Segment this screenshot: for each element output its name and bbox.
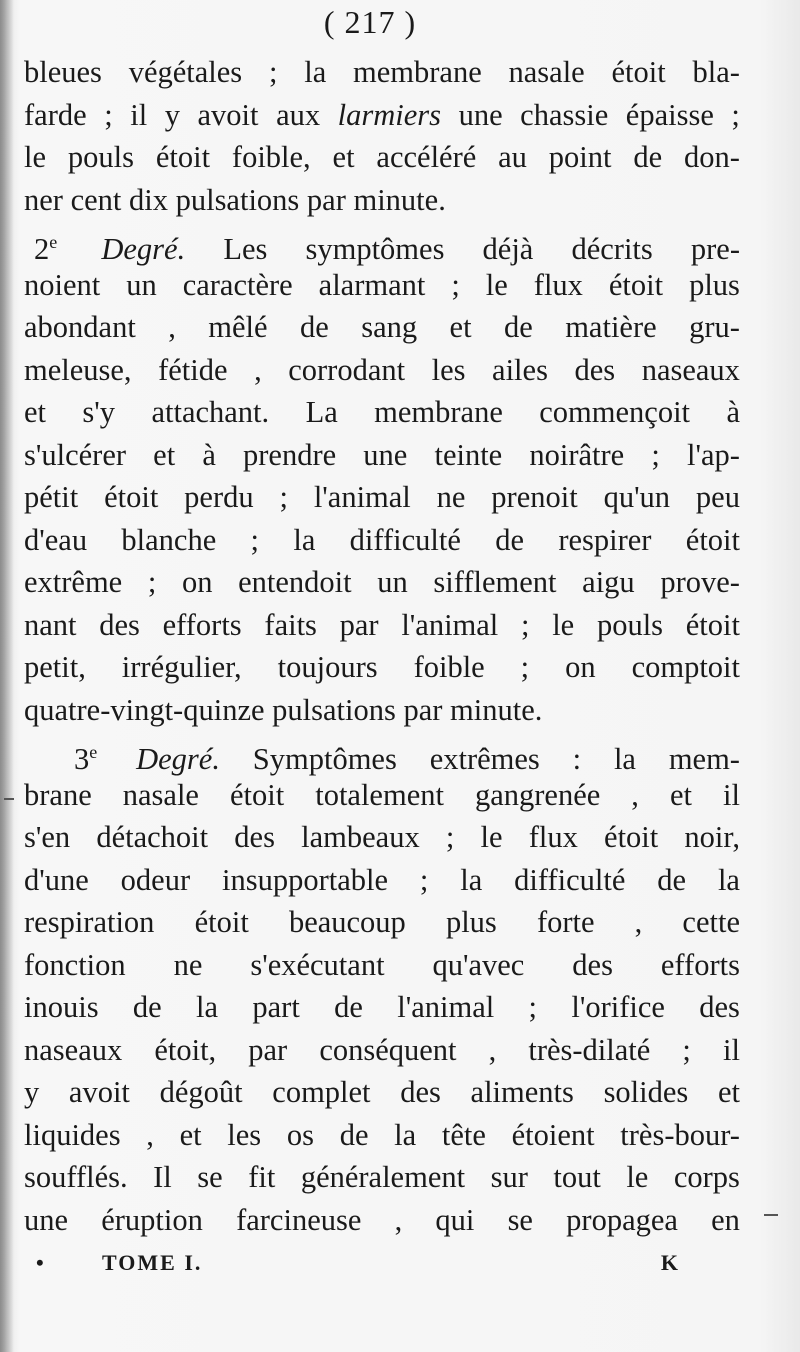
- word: de: [633, 140, 663, 174]
- word: de: [299, 310, 329, 344]
- word: prenoit: [491, 480, 578, 514]
- word: accéléré: [376, 140, 477, 174]
- word: étoit: [685, 522, 740, 557]
- word: petit,: [24, 650, 86, 684]
- word: odeur: [120, 862, 191, 897]
- word: ne: [173, 947, 203, 982]
- word: ;: [147, 565, 157, 599]
- word: une: [363, 437, 408, 472]
- word: liquides: [24, 1117, 121, 1152]
- word: toujours: [277, 650, 378, 684]
- word: dégoût: [159, 1075, 243, 1109]
- word: nasale: [508, 55, 585, 89]
- word: matière: [565, 310, 657, 344]
- text-line: [24, 1114, 740, 1157]
- word: ,: [631, 777, 639, 812]
- word: bla-: [692, 55, 740, 89]
- word: végétales: [128, 55, 243, 89]
- word: décrits: [571, 232, 653, 267]
- word: ;: [528, 990, 538, 1024]
- word: la: [460, 862, 483, 897]
- word: la: [613, 742, 636, 777]
- word: Degré.: [136, 742, 220, 777]
- footer-mark: •: [36, 1250, 46, 1275]
- word: insupportable: [222, 862, 389, 897]
- word: don-: [684, 140, 740, 174]
- word: d'une: [24, 862, 89, 897]
- word: peu: [695, 480, 740, 514]
- text-line: [24, 434, 740, 477]
- word: et: [179, 1117, 202, 1152]
- word: ;: [250, 522, 260, 557]
- word: membrane: [374, 395, 503, 429]
- word: et: [717, 1075, 740, 1109]
- text-line: [24, 901, 740, 944]
- word: faits: [264, 607, 317, 642]
- word: par: [248, 1032, 288, 1067]
- word: ;: [268, 55, 278, 89]
- word: fit: [248, 1160, 276, 1194]
- word: ;: [521, 607, 530, 642]
- word: ;: [731, 97, 740, 132]
- word: tête: [441, 1117, 486, 1152]
- footer-signature: K: [660, 1250, 680, 1275]
- word: complet: [272, 1075, 371, 1109]
- word: os: [286, 1117, 314, 1152]
- word: foible: [413, 650, 485, 684]
- word: le: [24, 140, 47, 174]
- word: le: [552, 607, 575, 642]
- word: ;: [651, 437, 660, 472]
- word: d'eau: [24, 522, 88, 557]
- word: prove-: [660, 565, 740, 599]
- word: bleues: [24, 55, 102, 89]
- word: de: [334, 990, 363, 1024]
- word: la: [717, 862, 740, 897]
- word: le: [480, 820, 503, 854]
- word: de: [339, 1117, 369, 1152]
- word: l'animal: [397, 990, 495, 1024]
- word: étoit: [611, 55, 666, 89]
- word: totalement: [315, 777, 444, 812]
- word: naseaux: [24, 1032, 123, 1067]
- word: et: [332, 140, 355, 174]
- word: membrane: [353, 55, 482, 89]
- word: ailes: [492, 352, 548, 387]
- word: flux: [528, 820, 578, 854]
- word: la: [304, 55, 327, 89]
- word: aigu: [582, 565, 635, 599]
- word: noient: [24, 267, 101, 302]
- word: des: [572, 947, 613, 982]
- text-line: [24, 221, 740, 267]
- word: s'y: [82, 395, 116, 429]
- word: ,: [394, 1202, 403, 1237]
- word: des: [99, 607, 140, 642]
- word: éruption: [101, 1202, 203, 1237]
- word: forte: [536, 905, 595, 939]
- text-line: [24, 519, 740, 562]
- word: ,: [488, 1032, 497, 1067]
- word: déjà: [482, 232, 534, 267]
- word: épaisse: [625, 97, 714, 132]
- word: aux: [276, 97, 321, 132]
- word: respirer: [558, 522, 652, 557]
- word: soufflés.: [24, 1160, 128, 1194]
- word: qui: [435, 1202, 475, 1237]
- word: avoit: [197, 97, 259, 132]
- word: prendre: [243, 437, 337, 472]
- word: extrême: [24, 565, 123, 599]
- text-line: [24, 816, 740, 859]
- word: se: [197, 1160, 223, 1194]
- word: très-bour-: [620, 1117, 740, 1152]
- word: généralement: [300, 1160, 466, 1194]
- word: beaucoup: [288, 905, 406, 939]
- word: avoit: [68, 1075, 130, 1109]
- word: qu'un: [603, 480, 671, 514]
- word: gangrenée: [474, 777, 601, 812]
- word: noir,: [684, 820, 740, 854]
- text-line: [24, 731, 740, 777]
- word: plus: [689, 267, 740, 302]
- word: et: [669, 777, 692, 812]
- word: l'animal: [313, 480, 411, 514]
- margin-dash-right: [764, 1214, 778, 1216]
- text-line: [24, 1199, 740, 1242]
- word: gru-: [689, 310, 740, 344]
- word: étoient: [511, 1117, 595, 1152]
- word: ;: [520, 650, 530, 684]
- gutter-shadow: [0, 0, 14, 1352]
- word: naseaux: [641, 352, 740, 387]
- word: étoit: [685, 607, 740, 642]
- word: comptoit: [631, 650, 740, 684]
- word: sur: [490, 1160, 528, 1194]
- text-line: [24, 1071, 740, 1114]
- word: irrégulier,: [121, 650, 242, 684]
- word: pouls: [67, 140, 134, 174]
- text-line: [24, 136, 740, 179]
- text-line: [24, 51, 740, 94]
- word: à: [726, 395, 740, 429]
- word: y: [24, 1075, 40, 1109]
- word: point: [548, 140, 612, 174]
- text-line: [24, 646, 740, 689]
- word: Degré.: [101, 232, 186, 267]
- word: qu'avec: [432, 947, 525, 982]
- word: des: [400, 1075, 441, 1109]
- text-line: [24, 604, 740, 647]
- word: et: [24, 395, 47, 429]
- word: blanche: [121, 522, 217, 557]
- word: l'orifice: [571, 990, 665, 1024]
- word: la: [293, 522, 316, 557]
- text-line: [24, 561, 740, 604]
- word: noirâtre: [529, 437, 625, 472]
- word: ;: [451, 267, 460, 302]
- text-line: [24, 264, 740, 307]
- word: meleuse,: [24, 352, 132, 387]
- word: plus: [445, 905, 497, 939]
- word: ;: [682, 1032, 691, 1067]
- word: des: [699, 990, 740, 1024]
- word: se: [507, 1202, 533, 1237]
- word: un: [126, 267, 157, 302]
- word: flux: [533, 267, 583, 302]
- word: fonction: [24, 947, 126, 982]
- word: il: [722, 1032, 740, 1067]
- word: des: [234, 820, 275, 854]
- body-text: [24, 51, 740, 1241]
- word: mem-: [668, 742, 740, 777]
- word: de: [657, 862, 687, 897]
- word: ,: [254, 352, 262, 387]
- word: un: [377, 565, 408, 599]
- word: perdu: [184, 480, 254, 514]
- word: il: [130, 97, 148, 132]
- text-line: [24, 944, 740, 987]
- word: à: [202, 437, 216, 472]
- word: pouls: [596, 607, 664, 642]
- margin-dash-left: [4, 798, 14, 800]
- word: La: [305, 395, 338, 429]
- word: entendoit: [238, 565, 352, 599]
- word: attachant.: [151, 395, 270, 429]
- word: l'animal: [401, 607, 499, 642]
- word: y: [164, 97, 180, 132]
- page-footer: [36, 1248, 740, 1284]
- word: sang: [361, 310, 418, 344]
- word: étoit: [608, 267, 664, 302]
- word: et: [153, 437, 176, 472]
- word: difficulté: [349, 522, 461, 557]
- word: farde: [24, 97, 87, 132]
- word: ,: [146, 1117, 154, 1152]
- word: cette: [682, 905, 740, 939]
- word: Il: [153, 1160, 172, 1194]
- text-line: [24, 391, 740, 434]
- word: très-dilaté: [528, 1032, 651, 1067]
- word: s'exécutant: [250, 947, 385, 982]
- word: nant: [24, 607, 77, 642]
- word: ;: [279, 480, 288, 514]
- word: le: [485, 267, 508, 302]
- word: étoit: [229, 777, 285, 812]
- word: par: [339, 607, 379, 642]
- word: conséquent: [319, 1032, 457, 1067]
- word: extrêmes: [429, 742, 540, 777]
- word: au: [498, 140, 527, 174]
- word: Les: [223, 232, 268, 267]
- word: ;: [445, 820, 455, 854]
- word: on: [181, 565, 213, 599]
- word: ,: [168, 310, 176, 344]
- text-line: [24, 476, 740, 519]
- word: solides: [603, 1075, 689, 1109]
- word: Symptômes: [252, 742, 397, 777]
- text-line: [24, 306, 740, 349]
- word: des: [574, 352, 616, 387]
- word: chassie: [520, 97, 609, 132]
- word: efforts: [162, 607, 242, 642]
- word: étoit: [604, 820, 659, 854]
- text-line: [24, 1156, 740, 1199]
- text-line: [24, 689, 740, 732]
- page-number: ( 217 ): [323, 4, 417, 40]
- word: caractère: [182, 267, 293, 302]
- word: s'en: [24, 820, 71, 854]
- word: de: [503, 310, 533, 344]
- word: 3e: [74, 742, 98, 777]
- word: sifflement: [433, 565, 557, 599]
- word: on: [565, 650, 596, 684]
- word: détachoit: [96, 820, 209, 854]
- word: une: [458, 97, 503, 132]
- word: étoit,: [154, 1032, 217, 1067]
- word: nasale: [122, 777, 199, 812]
- word: tout: [553, 1160, 601, 1194]
- word: de: [132, 990, 162, 1024]
- word: le: [626, 1160, 649, 1194]
- word: inouis: [24, 990, 99, 1024]
- word: part: [252, 990, 300, 1024]
- word: ne: [436, 480, 466, 514]
- word: brane: [24, 777, 92, 812]
- text-line: [24, 94, 740, 137]
- word: alarmant: [318, 267, 426, 302]
- footer-tome: TOME I.: [102, 1250, 203, 1275]
- word: larmiers: [337, 97, 442, 132]
- word: difficulté: [514, 862, 626, 897]
- word: les: [431, 352, 466, 387]
- text-line: [24, 859, 740, 902]
- word: corps: [673, 1160, 740, 1194]
- word: il: [722, 777, 740, 812]
- text-line: [24, 774, 740, 817]
- word: l'ap-: [686, 437, 740, 472]
- word: ;: [104, 97, 113, 132]
- word: ,: [634, 905, 643, 939]
- word: corrodant: [288, 352, 406, 387]
- word: étoit: [155, 140, 211, 174]
- word: une: [24, 1202, 69, 1237]
- word: pre-: [690, 232, 740, 267]
- word: :: [572, 742, 582, 777]
- text-line: [24, 349, 740, 392]
- text-line: [24, 1029, 740, 1072]
- word: farcineuse: [236, 1202, 362, 1237]
- word: ner cent dix pulsations par minute.: [24, 182, 446, 217]
- word: fétide: [158, 352, 228, 387]
- word: étoit: [104, 480, 159, 514]
- word: quatre-vingt-quinze pulsations par minute.: [24, 692, 543, 727]
- word: et: [449, 310, 472, 344]
- word: la: [196, 990, 219, 1024]
- word: teinte: [434, 437, 503, 472]
- word: respiration: [24, 905, 155, 939]
- word: efforts: [660, 947, 740, 982]
- word: lambeaux: [301, 820, 420, 854]
- word: 2e: [34, 232, 58, 267]
- word: s'ulcérer: [24, 437, 127, 472]
- word: pétit: [24, 480, 79, 514]
- word: ;: [419, 862, 429, 897]
- word: foible,: [231, 140, 311, 174]
- text-line: [24, 986, 740, 1029]
- word: la: [394, 1117, 417, 1152]
- word: étoit: [194, 905, 249, 939]
- word: symptômes: [305, 232, 445, 267]
- word: en: [711, 1202, 740, 1237]
- text-line: [24, 179, 740, 222]
- word: de: [495, 522, 525, 557]
- word: les: [227, 1117, 262, 1152]
- word: commençoit: [539, 395, 691, 429]
- word: propagea: [566, 1202, 678, 1237]
- word: aliments: [470, 1075, 574, 1109]
- word: mêlé: [208, 310, 268, 344]
- word: abondant: [24, 310, 136, 344]
